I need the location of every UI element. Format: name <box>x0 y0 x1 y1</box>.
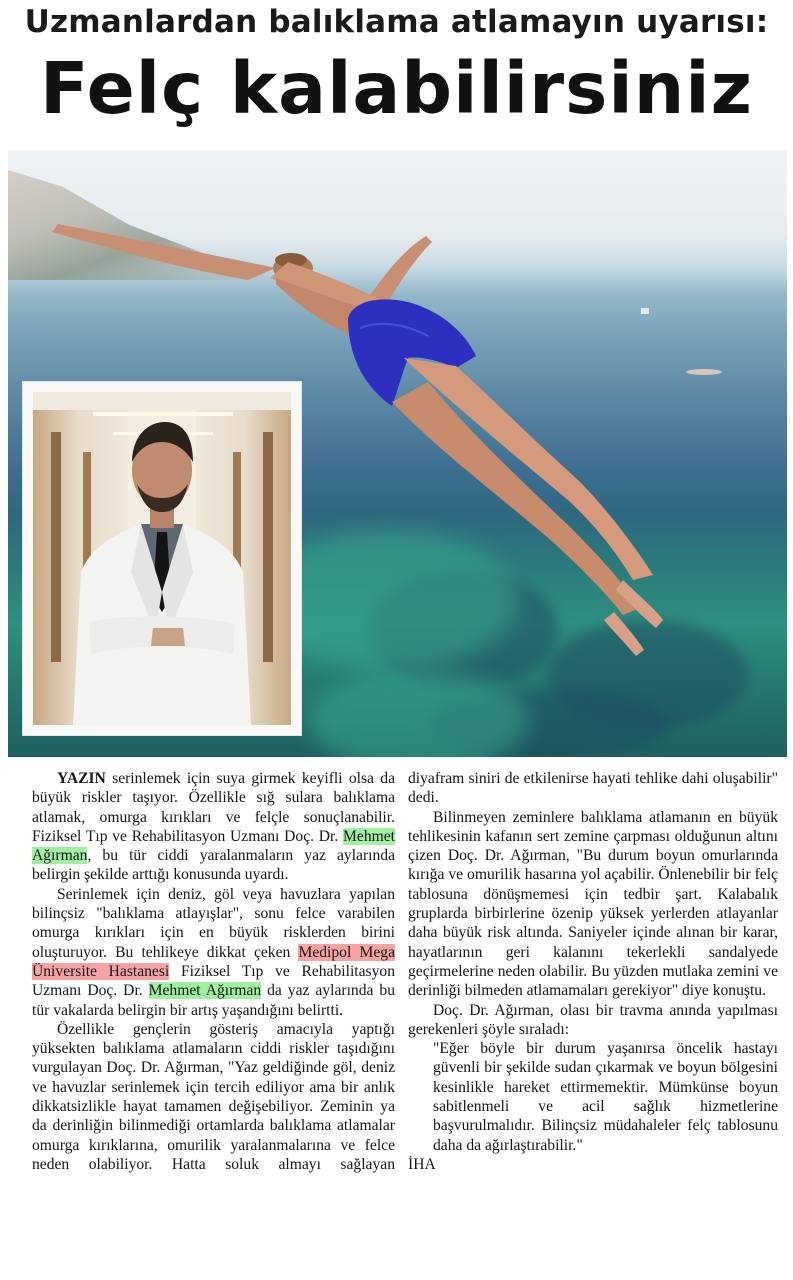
paragraph: Doç. Dr. Ağırman, olası bir travma anında yapılması gerekenleri şöyle sıraladı: <box>408 1001 778 1038</box>
news-agency-source: İHA <box>408 1155 436 1173</box>
paragraph: Özellikle gençlerin gösteriş amacıyla yaptığı yüksekten balıklama atlamaların ciddi riskler taşıdığını vurgulayan Doç. Dr. Ağırman, "Yaz geldiğinde göl, deniz ve havuzlar serinlemek için tercih ediliyor ama bir anlık dikkatsizlikle hayat tamamen değişebiliyor. Zeminin ya da derinliğin bilinmediği ortamlarda balıklama atlamalar omurga kırıklarına, omurilik yaralanmalarına ve felce neden olabiliyor. Hatta soluk almayı sağlayan <box>32 1020 395 1173</box>
text-run: Fiziksel Tıp ve Rehabilitasyon Uzmanı Doç. Dr. <box>32 962 395 1000</box>
paragraph: Bilinmeyen zeminlere balıklama atlamanın en büyük tehlikesinin kafanın sert zemine çarpması olduğunun altını çizen Doç. Dr. Ağırman, "Bu durum boyun omurlarında kırığa ve omurilik hasarına yol açabilir. Önlenebilir bir felç tablosuna dönüşmemesi için tedbir şart. Kalabalık gruplarda birbirlerine özenip yüksek yerlerden atlayanlar daha büyük risk altında. Saniyeler içinde alınan bir karar, hayatlarının geri kalanını tekerlekli sandalyede geçirmelerine neden olabilir. Bu yüzden mutlaka zemini ve derinliği bilmeden atlamamaları gerekiyor" diye konuştu. <box>408 808 778 1000</box>
paragraph <box>32 769 395 885</box>
article-column-left <box>32 769 395 1174</box>
text-run: serinlemek için suya girmek keyifli olsa da büyük riskler taşıyor. Özellikle sığ sulara balıklama atlamak, omurga kırıkları ve felçle sonuçlanabilir. Fiziksel Tıp ve Rehabilitasyon Uzmanı Doç. Dr. <box>32 770 395 845</box>
doctor-figure <box>33 392 291 725</box>
quote-paragraph: "Eğer böyle bir durum yaşanırsa öncelik hastayı güvenli bir şekilde sudan çıkarmak ve boyun bölgesini kesinlikle hareket ettirmemektir. Mümkünse boyun sabitlenmeli ve acil sağlık hizmetlerine başvurulmalıdır. Bilinçsiz müdahaleler felç tablosunu daha da ağırlaştırabilir." <box>433 1040 778 1154</box>
paragraph: diyafram siniri de etkilenirse hayati tehlike dahi oluşabilir" dedi. <box>408 770 778 807</box>
doctor-portrait <box>33 392 291 725</box>
highlighted-name: Mehmet Ağırman <box>32 827 395 865</box>
text-run: Serinlemek için deniz, göl veya havuzlara yapılan bilinçsiz "balıklama atlayışlar", sonu felce varabilen omurga kırıkları için en büyük risklerden birini oluşturuyor. Bu tehlikeye dikkat çeken <box>32 885 395 961</box>
doctor-portrait-frame <box>23 382 301 735</box>
article-headline: Felç kalabilirsiniz <box>40 47 753 130</box>
text-run: , bu tür ciddi yaralanmaların yaz aylarında belirgin şekilde arttığı konusunda uyardı. <box>32 847 395 884</box>
diving-photo <box>8 150 787 757</box>
article-column-right <box>408 769 778 1174</box>
lead-word: YAZIN <box>57 770 106 787</box>
highlighted-hospital: Medipol Mega Üniversite Hastanesi <box>32 943 395 980</box>
text-run: da yaz aylarında bu tür vakalarda belirgin bir artış yaşandığını belirtti. <box>32 982 395 1019</box>
paragraph <box>32 885 395 1020</box>
highlighted-name: Mehmet Ağırman <box>148 982 262 1000</box>
article-subhead: Uzmanlardan balıklama atlamayın uyarısı: <box>24 4 769 40</box>
